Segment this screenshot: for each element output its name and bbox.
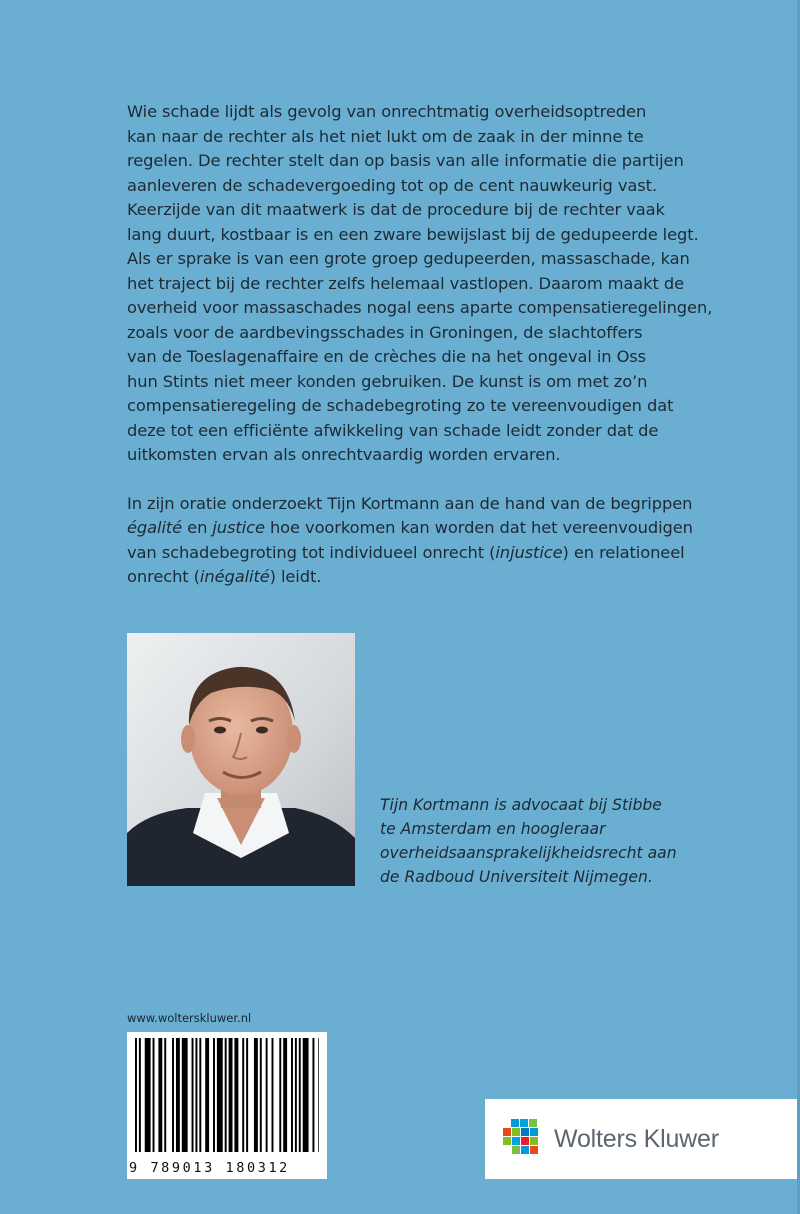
barcode-bar bbox=[272, 1038, 274, 1152]
bio-line: Tijn Kortmann is advocaat bij Stibbe bbox=[380, 796, 662, 814]
barcode-bar bbox=[153, 1038, 155, 1152]
bio-line: te Amsterdam en hoogleraar bbox=[380, 820, 606, 838]
text-line: deze tot een efficiënte afwikkeling van schade leidt zonder dat de bbox=[127, 420, 659, 440]
barcode-bar bbox=[229, 1038, 233, 1152]
publisher-logo-block bbox=[485, 1099, 800, 1179]
barcode-bar bbox=[135, 1038, 137, 1152]
blurb-text bbox=[127, 100, 713, 590]
text-line bbox=[127, 565, 687, 590]
text-line: In zijn oratie onderzoekt Tijn Kortmann aan de hand van de begrippen bbox=[127, 493, 693, 513]
bio-line: overheidsaansprakelijkheidsrecht aan bbox=[380, 844, 677, 862]
publisher-name: Wolters Kluwer bbox=[554, 1124, 719, 1153]
text-line: aanleveren de schadevergoeding tot op de cent nauwkeurig vast. bbox=[127, 175, 658, 195]
text-line bbox=[127, 516, 693, 541]
blurb-paragraph-2 bbox=[127, 492, 693, 590]
barcode-bar bbox=[164, 1038, 166, 1152]
barcode-bar bbox=[295, 1038, 297, 1152]
italic-term: justice bbox=[212, 518, 265, 537]
text-line: het traject bij de rechter zelfs helemaal vastlopen. Daarom maakt de bbox=[127, 273, 685, 293]
barcode-bar bbox=[291, 1038, 293, 1152]
author-portrait-illustration bbox=[127, 633, 355, 886]
isbn-barcode bbox=[127, 1032, 327, 1179]
text-line: hun Stints niet meer konden gebruiken. De kunst is om met zo’n bbox=[127, 371, 648, 391]
barcode-bar bbox=[158, 1038, 162, 1152]
barcode-bar bbox=[213, 1038, 215, 1152]
text-fragment: ) en relationeel bbox=[562, 542, 685, 562]
italic-term: inégalité bbox=[199, 567, 270, 586]
publisher-website[interactable]: www.wolterskluwer.nl bbox=[127, 1011, 252, 1025]
barcode-bar bbox=[318, 1038, 319, 1152]
text-fragment: ) leidt. bbox=[269, 567, 322, 586]
barcode-bar bbox=[246, 1038, 248, 1152]
barcode-bar bbox=[182, 1038, 188, 1152]
barcode-bar bbox=[242, 1038, 244, 1152]
italic-term: injustice bbox=[495, 542, 563, 562]
text-fragment: van schadebegroting tot individueel onrecht ( bbox=[127, 542, 496, 562]
barcode-bar bbox=[145, 1038, 151, 1152]
text-line: Keerzijde van dit maatwerk is dat de procedure bij de rechter vaak bbox=[127, 200, 665, 219]
author-photo bbox=[127, 633, 355, 886]
italic-term: égalité bbox=[127, 518, 183, 537]
barcode-bar bbox=[303, 1038, 309, 1152]
bio-line: de Radboud Universiteit Nijmegen. bbox=[380, 868, 653, 886]
text-line: zoals voor de aardbevingsschades in Groningen, de slachtoffers bbox=[127, 322, 643, 342]
barcode-bar bbox=[139, 1038, 141, 1152]
barcode-bar bbox=[217, 1038, 223, 1152]
isbn-digits: 9 789013 180312 bbox=[129, 1160, 290, 1176]
text-line: compensatieregeling de schadebegroting zo te vereenvoudigen dat bbox=[127, 396, 674, 415]
text-line: lang duurt, kostbaar is en een zware bewijslast bij de gedupeerde legt. bbox=[127, 224, 699, 244]
text-fragment: hoe voorkomen kan worden dat het vereenvoudigen bbox=[264, 518, 693, 537]
barcode-bar bbox=[266, 1038, 268, 1152]
barcode-bar bbox=[176, 1038, 180, 1152]
barcode-bar bbox=[172, 1038, 174, 1152]
barcode-bar bbox=[195, 1038, 197, 1152]
text-line: Wie schade lijdt als gevolg van onrechtmatig overheidsoptreden bbox=[127, 102, 647, 121]
barcode-bars bbox=[135, 1038, 319, 1152]
barcode-bar bbox=[312, 1038, 314, 1152]
text-line: overheid voor massaschades nogal eens aparte compensatieregelingen, bbox=[127, 298, 713, 317]
barcode-bar bbox=[260, 1038, 262, 1152]
barcode-bar bbox=[279, 1038, 281, 1152]
barcode-bar bbox=[254, 1038, 258, 1152]
text-line: kan naar de rechter als het niet lukt om de zaak in der minne te bbox=[127, 126, 644, 146]
barcode-bar bbox=[225, 1038, 227, 1152]
barcode-bar bbox=[283, 1038, 287, 1152]
barcode-bar bbox=[299, 1038, 301, 1152]
text-fragment: en bbox=[182, 518, 213, 537]
text-fragment: onrecht ( bbox=[127, 567, 200, 586]
barcode-bar bbox=[205, 1038, 209, 1152]
barcode-bar bbox=[192, 1038, 194, 1152]
text-line bbox=[127, 541, 687, 566]
wolters-kluwer-logo-icon bbox=[502, 1118, 544, 1160]
barcode-bar bbox=[199, 1038, 201, 1152]
barcode-bar bbox=[234, 1038, 238, 1152]
blurb-paragraph-1 bbox=[127, 100, 713, 468]
text-line: Als er sprake is van een grote groep gedupeerden, massaschade, kan bbox=[127, 249, 690, 268]
text-line: van de Toeslagenaffaire en de crèches die na het ongeval in Oss bbox=[127, 347, 647, 366]
text-line: uitkomsten ervan als onrechtvaardig worden ervaren. bbox=[127, 445, 561, 464]
text-line: regelen. De rechter stelt dan op basis van alle informatie die partijen bbox=[127, 151, 684, 170]
author-bio bbox=[380, 793, 680, 889]
